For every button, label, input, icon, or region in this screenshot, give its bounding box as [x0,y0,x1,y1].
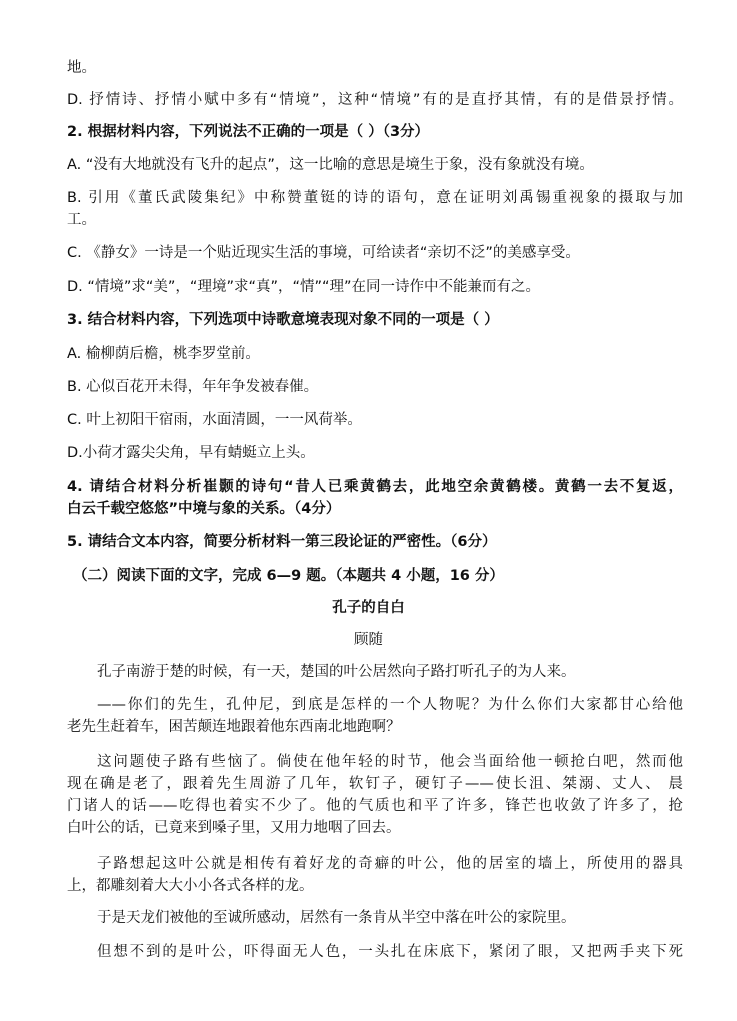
question-3-option-a: A. 榆柳荫后檐，桃李罗堂前。 [67,346,260,362]
paragraph-1: 孔子南游于楚的时候，有一天，楚国的叶公居然向子路打听孔子的为人来。 [97,664,576,680]
paragraph-3-line-1: 这问题使子路有些恼了。倘使在他年轻的时节，他会当面给他一顿抢白吧，然而他 [97,754,683,770]
question-3-stem: 3. 结合材料内容，下列选项中诗歌意境表现对象不同的一项是（ ） [67,312,499,328]
question-1-tail: 地。 [67,60,96,76]
question-3-option-b: B. 心似百花开未得，年年争发被春催。 [67,379,319,395]
section-heading: （二）阅读下面的文字，完成 6—9 题。（本题共 4 小题，16 分） [73,568,504,584]
question-2-option-a: A. “没有大地就没有飞升的起点”，这一比喻的意思是境生于象，没有象就没有境。 [67,157,594,173]
paragraph-5: 于是天龙们被他的至诚所感动，居然有一条肯从半空中落在叶公的家院里。 [97,910,576,926]
paragraph-6: 但想不到的是叶公，吓得面无人色，一头扎在床底下，紧闭了眼，又把两手夹下死 [97,944,683,960]
article-author: 顾随 [354,632,383,648]
paragraph-2-line-1: ——你们的先生，孔仲尼，到底是怎样的一个人物呢？为什么你们大家都甘心给他 [97,697,683,713]
question-3-option-d: D.小荷才露尖尖角，早有蜻蜓立上头。 [67,445,315,461]
paragraph-3-line-4: 白叶公的话，已竟来到嗓子里，又用力地咽了回去。 [67,820,401,836]
question-2-option-c: C. 《静女》一诗是一个贴近现实生活的事境，可给读者“亲切不泛”的美感享受。 [67,245,580,261]
article-title: 孔子的自白 [332,600,405,616]
question-4-stem: 4. 请结合材料分析崔颢的诗句“昔人已乘黄鹤去，此地空余黄鹤楼。黄鹤一去不复返， [67,479,683,495]
paragraph-3-line-3: 门诸人的话——吃得也着实不少了。他的气质也和平了许多，锋芒也收敛了许多了，抢 [67,798,683,814]
question-2-option-b-cont: 工。 [67,212,96,228]
paragraph-4-line-1: 子路想起这叶公就是相传有着好龙的奇癖的叶公，他的居室的墙上，所使用的器具 [97,856,683,872]
question-2-option-d: D. “情境”求“美”，“理境”求“真”，“情”“理”在同一诗作中不能兼而有之。 [67,279,541,295]
question-4-stem-cont: 白云千载空悠悠”中境与象的关系。（4分） [67,501,341,517]
question-5-stem: 5. 请结合文本内容，简要分析材料一第三段论证的严密性。（6分） [67,534,497,550]
question-2-option-b: B. 引用《董氏武陵集纪》中称赞董铤的诗的语句，意在证明刘禹锡重视象的摄取与加 [67,190,683,206]
question-2-stem: 2. 根据材料内容，下列说法不正确的一项是（ ）（3分） [67,124,430,140]
question-1-option-d: D. 抒情诗、抒情小赋中多有“情境”，这种“情境”有的是直抒其情，有的是借景抒情。 [67,92,683,108]
paragraph-4-line-2: 上，都雕刻着大大小小各式各样的龙。 [67,878,314,894]
question-3-option-c: C. 叶上初阳干宿雨，水面清圆，一一风荷举。 [67,412,362,428]
paragraph-3-line-2: 现在确是老了，跟着先生周游了几年，软钉子，硬钉子——使长沮、桀溺、丈人、 晨 [67,776,683,792]
paragraph-2-line-2: 老先生赶着车，困苦颠连地跟着他东西南北地跑啊？ [67,719,401,735]
